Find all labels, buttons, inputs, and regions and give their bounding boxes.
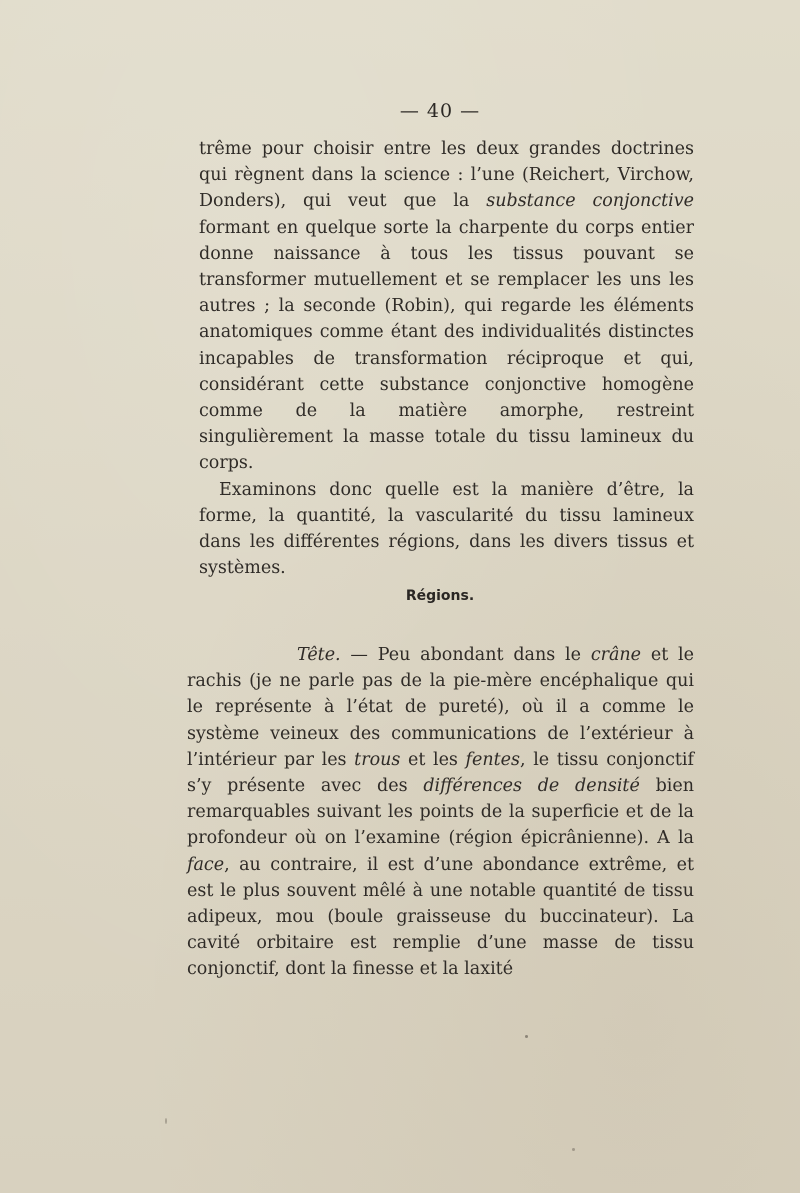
paper-speck (572, 1148, 575, 1151)
italic-term: substance conjonctive (486, 191, 694, 212)
text-segment: trême pour choisir entre les deux grandes doctrines qui règnent dans la science : l’une (Reichert, Virchow, Donders), qui veut que la (199, 139, 694, 212)
text-segment: et le rachis (je ne parle pas de la pie-mère encéphalique qui le représente à l’état de pureté), où il a comme le système veineux des communications de l’extérieur à l’intérieur par les (187, 645, 695, 770)
text-segment: , le tissu conjonctif s’y présente avec des (187, 749, 695, 797)
text-segment: Examinons donc quelle est la manière d’être, la forme, la quantité, la vascularité du tissu lamineux dans les différentes régions, dans les divers tissus et systèmes. (199, 479, 694, 579)
paper-speck (525, 1035, 528, 1038)
paragraph-tete (187, 642, 694, 983)
paragraph-examinons (199, 477, 694, 582)
paper-speck (165, 1118, 167, 1124)
body-text-block (199, 136, 694, 581)
italic-term: face (187, 854, 225, 875)
italic-term: trous (354, 749, 401, 770)
italic-term: Tête. (297, 645, 341, 665)
section-text-block (187, 642, 694, 983)
paragraph-doctrines (199, 136, 694, 477)
text-segment: formant en quelque sorte la charpente du corps entier donne naissance à tous les tissus pouvant se transformer mutuellement et se remplacer les uns les autres ; la seconde (Robin), qui regarde les éléments anatomiques comme étant des individualités distinctes incapables de transformation réciproque et qui, considérant cette substance conjonctive homogène comme de la matière amorphe, restreint singulièrement la masse totale du tissu lamineux du corps. (199, 217, 694, 474)
italic-term: fentes (465, 749, 521, 770)
italic-term: différences de densité (423, 776, 640, 797)
text-segment: , au contraire, il est d’une abondance extrême, et est le plus souvent mêlé à une notable quantité de tissu adipeux, mou (boule graisseuse du buccinateur). La cavité orbitaire est remplie d’une masse de tissu conjonctif, dont la finesse et la laxité (187, 854, 694, 980)
text-segment: bien remarquables suivant les points de la superficie et de la profondeur où on l’examine (région épicrânienne). A la (187, 776, 694, 849)
page-number: — 40 — (399, 100, 481, 122)
text-segment: — Peu abondant dans le (340, 645, 591, 665)
italic-term: crâne (590, 645, 642, 665)
text-segment: et les (400, 749, 466, 770)
section-heading: Régions. (405, 588, 475, 604)
